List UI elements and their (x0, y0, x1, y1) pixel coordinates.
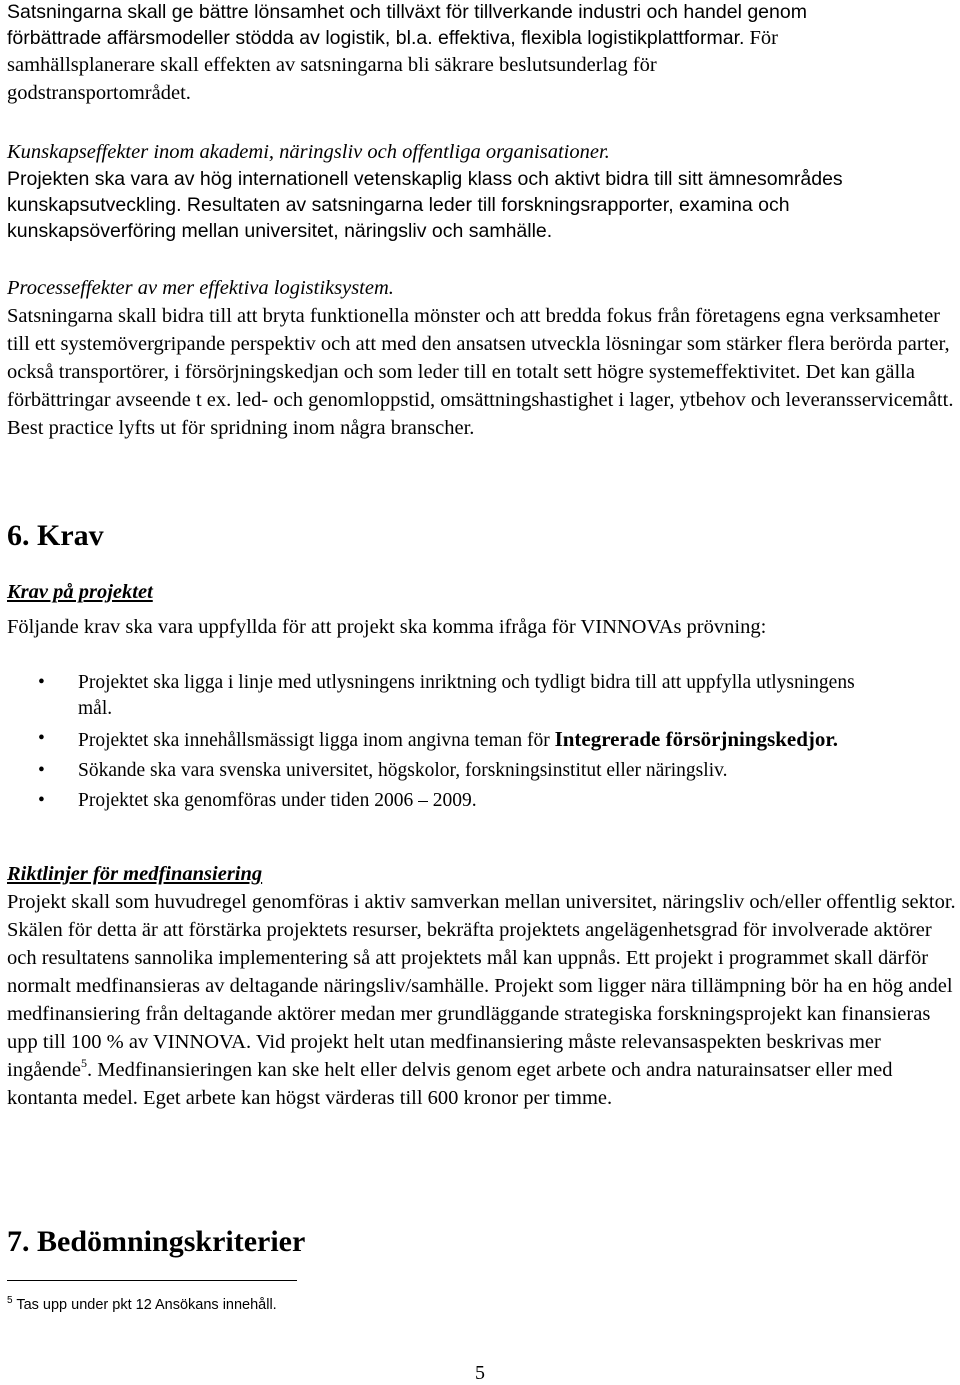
krav-subheading: Krav på projektet (7, 581, 153, 603)
intro-line-2: förbättrade affärsmodeller stödda av logistik, bl.a. effektiva, flexibla logistikplattformar. För (7, 27, 779, 49)
krav-bullet-list (0, 670, 960, 818)
footnote-divider (7, 1280, 297, 1281)
footnote (7, 1296, 277, 1314)
theme-name: Integrerade försörjningskedjor. (554, 727, 839, 751)
bullet-icon: • (38, 760, 45, 781)
bullet-icon: • (38, 790, 45, 811)
intro-line-4: godstransportområdet. (7, 82, 191, 104)
kunskap-text-b: Resultaten av satsningarna leder till forskningsrapporter, examina och kunskapsöverföring mellan universitet, näringsliv och samhälle. (7, 194, 790, 242)
bullet-icon: • (38, 672, 45, 693)
list-item: • Projektet ska genomföras under tiden 2006 – 2009. (0, 788, 878, 814)
kunskap-paragraph (7, 166, 957, 244)
bullet-icon: • (38, 728, 45, 749)
intro-line-1: Satsningarna skall ge bättre lönsamhet och tillväxt för tillverkande industri och handel genom (7, 1, 807, 23)
riktlinjer-paragraph: Projekt skall som huvudregel genomföras i aktiv samverkan mellan universitet, näringsliv och/eller offentlig sektor. Skälen för detta är att förstärka projektets resurser, bekräfta projektets angelägenhetsgrad för involverade aktörer och resultatens sannolika implementering så att projektets mål kan uppnås. Ett projekt i programmet skall därför normalt medfinansieras av deltagande näringsliv/samhälle. Projekt som ligger nära tillämpning bör ha en hög andel medfinansiering från deltagande aktörer medan mer grundläggande strategiska forskningsprojekt kan finansieras upp till 100 % av VINNOVA. Vid projekt helt utan medfinansiering måste relevansaspekten beskrivas mer ingående$^5$. Medfinansieringen kan ske helt eller delvis genom eget arbete och andra naturainsatser eller med kontanta medel. Eget arbete kan högst värderas till 600 kronor per timme. (7, 891, 956, 1109)
section-7-title: 7. Bedömningskriterier (7, 1225, 306, 1258)
page-number: 5 (475, 1362, 485, 1384)
list-item: • Projektet ska ligga i linje med utlysningens inriktning och tydligt bidra till att uppfylla utlysningens mål. (38, 672, 855, 719)
list-item: • Sökande ska vara svenska universitet, högskolor, forskningsinstitut eller näringsliv. (0, 758, 878, 784)
intro-line-3: samhällsplanerare skall effekten av satsningarna bli säkrare beslutsunderlag för (7, 54, 657, 76)
krav-intro: Följande krav ska vara uppfyllda för att projekt ska komma ifråga för VINNOVAs prövning: (7, 616, 767, 638)
kunskap-text-a: Projekten ska vara av hög internationell vetenskaplig klass och aktivt bidra till sitt ämnesområdes kunskapsutveckling. (7, 168, 843, 216)
process-paragraph: Satsningarna skall bidra till att bryta funktionella mönster och att bredda fokus från företagens egna verksamheter till ett systemövergripande perspektiv och att med den ansatsen utveckla lösningar som stärker flera berörda parter, också transportörer, i försörjningskedjan och som leder till en totalt sett högre systemeffektivitet. Det kan gälla förbättringar avseende t ex. led- och genomloppstid, omsättningshastighet i lager, ytbehov och leveransservicemått. Best practice lyfts ut för spridning inom några branscher. (7, 305, 954, 439)
footnote-text: Tas upp under pkt 12 Ansökans innehåll. (12, 1297, 277, 1313)
intro-paragraph (7, 0, 957, 107)
kunskap-heading: Kunskapseffekter inom akademi, näringsliv och offentliga organisationer. (7, 141, 610, 163)
list-item: • Projektet ska innehållsmässigt ligga inom angivna teman för Integrerade försörjningskedjor. (38, 727, 839, 751)
section-6-title: 6. Krav (7, 519, 104, 552)
process-heading: Processeffekter av mer effektiva logistiksystem. (7, 277, 394, 299)
footnote-number: 5 (7, 1295, 13, 1306)
riktlinjer-subheading: Riktlinjer för medfinansiering (7, 863, 263, 885)
footnote-reference[interactable]: 5 (81, 1056, 87, 1070)
